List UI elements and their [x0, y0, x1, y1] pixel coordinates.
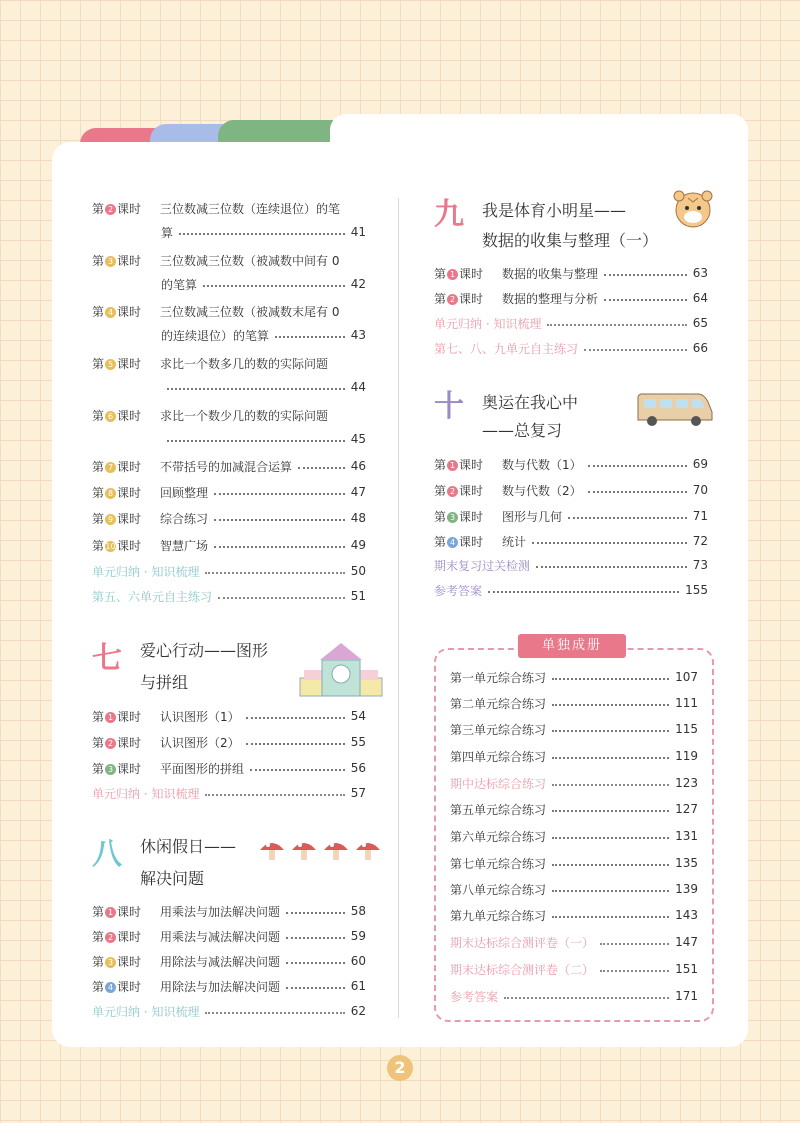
toc-entry-title: 数据的整理与分析 — [502, 291, 599, 306]
toc-entry-title: 平面图形的拼组 — [160, 761, 245, 776]
toc-entry-title: 图形与几何 — [502, 509, 563, 524]
toc-entry[interactable]: 第 9 课时 综合练习 48 — [92, 511, 366, 526]
page-number: 70 — [692, 483, 708, 497]
unit-title-line2: ——总复习 — [482, 421, 563, 440]
unit-title: 爱心行动——图形 — [140, 641, 269, 660]
toc-entry-title: 数与代数（2） — [502, 483, 582, 498]
booklet-entry[interactable]: 第六单元综合练习 131 — [450, 829, 698, 844]
page-number: 44 — [350, 380, 366, 394]
booklet-entry[interactable]: 第四单元综合练习 119 — [450, 749, 698, 764]
page-number: 147 — [675, 935, 698, 949]
toc-entry-title: 数与代数（1） — [502, 457, 582, 472]
toc-summary-entry[interactable]: 单元归纳 · 知识梳理 62 — [92, 1004, 366, 1019]
toc-entry[interactable]: 第 2 课时 数与代数（2） 70 — [434, 483, 708, 498]
toc-entry[interactable]: 第10课时 智慧广场 49 — [92, 538, 366, 553]
unit-title: 休闲假日—— — [140, 837, 237, 856]
toc-entry-title: 不带括号的加减混合运算 — [160, 459, 293, 474]
page-number: 45 — [350, 432, 366, 446]
booklet-entry[interactable]: 参考答案 171 — [450, 989, 698, 1004]
booklet-entry[interactable]: 第二单元综合练习 111 — [450, 696, 698, 711]
toc-entry[interactable]: 第 3 课时 图形与几何 71 — [434, 509, 708, 524]
toc-entry-title: 用乘法与减法解决问题 — [160, 929, 281, 944]
toc-entry-cont[interactable] — [161, 430, 366, 448]
page-number: 66 — [692, 341, 708, 355]
page-number: 65 — [692, 316, 708, 330]
page-number: 115 — [675, 722, 698, 736]
page-number: 107 — [675, 670, 698, 684]
booklet-entry[interactable]: 期中达标综合练习 123 — [450, 776, 698, 791]
page-number: 119 — [675, 749, 698, 763]
column-divider — [398, 198, 399, 1018]
page-number: 135 — [675, 856, 698, 870]
page-number: 57 — [350, 786, 366, 800]
page-number: 139 — [675, 882, 698, 896]
page-number: 47 — [350, 485, 366, 499]
toc-entry[interactable]: 第 2 课时 认识图形（2） 55 — [92, 735, 366, 750]
page-number: 155 — [685, 583, 708, 597]
toc-entry-cont[interactable]: 算 41 — [161, 225, 366, 240]
page-number: 171 — [675, 989, 698, 1003]
page-number: 131 — [675, 829, 698, 843]
toc-summary-entry[interactable]: 期末复习过关检测 73 — [434, 558, 708, 573]
van-icon — [634, 390, 716, 430]
toc-entry-title: 用除法与加法解决问题 — [160, 979, 281, 994]
page-number: 43 — [350, 328, 366, 342]
toc-entry-title: 认识图形（1） — [160, 709, 240, 724]
toc-entry[interactable]: 第 3 课时 平面图形的拼组 56 — [92, 761, 366, 776]
page-number: 42 — [350, 277, 366, 291]
toc-entry[interactable]: 第 1 课时 用乘法与加法解决问题 58 — [92, 904, 366, 919]
page-number: 59 — [350, 929, 366, 943]
booklet-entry[interactable]: 期末达标综合测评卷（二） 151 — [450, 962, 698, 977]
booklet-entry[interactable]: 期末达标综合测评卷（一） 147 — [450, 935, 698, 950]
toc-summary-entry[interactable]: 第七、八、九单元自主练习 66 — [434, 341, 708, 356]
toc-summary-entry[interactable]: 单元归纳 · 知识梳理 57 — [92, 786, 366, 801]
booklet-entry[interactable]: 第七单元综合练习 135 — [450, 856, 698, 871]
unit-title: 奥运在我心中 — [482, 393, 579, 412]
unit-number-9: 九 — [434, 197, 464, 232]
page-number-badge: 2 — [387, 1055, 413, 1081]
toc-entry-title: 回顾整理 — [160, 485, 209, 500]
toc-entry-cont[interactable]: 的连续退位）的笔算 43 — [161, 328, 366, 343]
toc-summary-entry[interactable]: 第五、六单元自主练习 51 — [92, 589, 366, 604]
page-number: 51 — [350, 589, 366, 603]
toc-entry-title: 求比一个数多几的数的实际问题 — [160, 356, 329, 371]
page-number: 62 — [350, 1004, 366, 1018]
mushroom-icon — [258, 836, 388, 864]
toc-entry-title: 用除法与减法解决问题 — [160, 954, 281, 969]
page-number: 72 — [692, 534, 708, 548]
page-number: 63 — [692, 266, 708, 280]
toc-entry-title: 三位数减三位数（被减数中间有 0 — [160, 253, 340, 268]
toc-entry[interactable]: 第 4 课时 三位数减三位数（被减数末尾有 0 — [92, 304, 340, 319]
unit-number-8: 八 — [92, 837, 122, 872]
booklet-entry[interactable]: 第九单元综合练习 143 — [450, 908, 698, 923]
toc-entry[interactable]: 第 2 课时 用乘法与减法解决问题 59 — [92, 929, 366, 944]
toc-entry[interactable]: 第 4 课时 用除法与加法解决问题 61 — [92, 979, 366, 994]
toc-entry[interactable]: 第 4 课时 统计 72 — [434, 534, 708, 549]
castle-icon — [298, 640, 384, 698]
page-number: 69 — [692, 457, 708, 471]
page-number: 46 — [350, 459, 366, 473]
toc-entry-title: 求比一个数少几的数的实际问题 — [160, 408, 329, 423]
toc-entry-title: 数据的收集与整理 — [502, 266, 599, 281]
toc-entry-cont[interactable]: 的笔算 42 — [161, 277, 366, 292]
page-number: 56 — [350, 761, 366, 775]
toc-entry[interactable]: 第 3 课时 用除法与减法解决问题 60 — [92, 954, 366, 969]
toc-entry-title: 用乘法与加法解决问题 — [160, 904, 281, 919]
toc-entry-title: 统计 — [502, 534, 527, 549]
page-number: 127 — [675, 802, 698, 816]
page-number: 143 — [675, 908, 698, 922]
toc-entry-title: 认识图形（2） — [160, 735, 240, 750]
page-number: 55 — [350, 735, 366, 749]
toc-entry[interactable]: 第 1 课时 数据的收集与整理 63 — [434, 266, 708, 281]
toc-entry[interactable]: 第 7 课时 不带括号的加减混合运算 46 — [92, 459, 366, 474]
toc-entry[interactable]: 第 3 课时 三位数减三位数（被减数中间有 0 — [92, 253, 340, 268]
unit-title-line2: 解决问题 — [140, 869, 205, 888]
page-number: 73 — [692, 558, 708, 572]
unit-number-7: 七 — [92, 641, 122, 676]
page-number: 49 — [350, 538, 366, 552]
booklet-entry[interactable]: 第五单元综合练习 127 — [450, 802, 698, 817]
booklet-entry[interactable]: 第一单元综合练习 107 — [450, 670, 698, 685]
toc-entry[interactable]: 第 1 课时 数与代数（1） 69 — [434, 457, 708, 472]
unit-title-line2: 与拼组 — [140, 673, 189, 692]
toc-entry-title: 综合练习 — [160, 511, 209, 526]
page-number: 60 — [350, 954, 366, 968]
page-number: 151 — [675, 962, 698, 976]
page-number: 111 — [675, 696, 698, 710]
page-number: 54 — [350, 709, 366, 723]
page-number: 48 — [350, 511, 366, 525]
booklet-entry[interactable]: 第三单元综合练习 115 — [450, 722, 698, 737]
page-number: 50 — [350, 564, 366, 578]
page-number: 123 — [675, 776, 698, 790]
toc-entry[interactable]: 第 1 课时 认识图形（1） 54 — [92, 709, 366, 724]
toc-entry-title: 智慧广场 — [160, 538, 209, 553]
page-number: 71 — [692, 509, 708, 523]
toc-entry[interactable]: 第 2 课时 数据的整理与分析 64 — [434, 291, 708, 306]
toc-summary-entry[interactable]: 单元归纳 · 知识梳理 65 — [434, 316, 708, 331]
unit-number-10: 十 — [434, 389, 464, 424]
toc-entry-title: 三位数减三位数（被减数末尾有 0 — [160, 304, 340, 319]
booklet-entry[interactable]: 第八单元综合练习 139 — [450, 882, 698, 897]
toc-entry[interactable]: 第 2 课时 三位数减三位数（连续退位）的笔 — [92, 201, 341, 216]
unit-title-line2: 数据的收集与整理（一） — [482, 231, 659, 250]
page-number: 41 — [350, 225, 366, 239]
unit-title: 我是体育小明星—— — [482, 201, 627, 220]
toc-entry-cont[interactable] — [161, 378, 366, 396]
toc-summary-entry[interactable]: 参考答案 155 — [434, 583, 708, 598]
tiger-icon — [670, 186, 716, 232]
toc-entry[interactable]: 第 6 课时 求比一个数少几的数的实际问题 — [92, 408, 329, 423]
page-number: 64 — [692, 291, 708, 305]
separate-booklet-badge: 单独成册 — [518, 634, 626, 658]
toc-entry[interactable]: 第 5 课时 求比一个数多几的数的实际问题 — [92, 356, 329, 371]
toc-entry[interactable]: 第 8 课时 回顾整理 47 — [92, 485, 366, 500]
page-number: 61 — [350, 979, 366, 993]
toc-entry-title: 三位数减三位数（连续退位）的笔 — [160, 201, 341, 216]
page-number: 58 — [350, 904, 366, 918]
toc-summary-entry[interactable]: 单元归纳 · 知识梳理 50 — [92, 564, 366, 579]
